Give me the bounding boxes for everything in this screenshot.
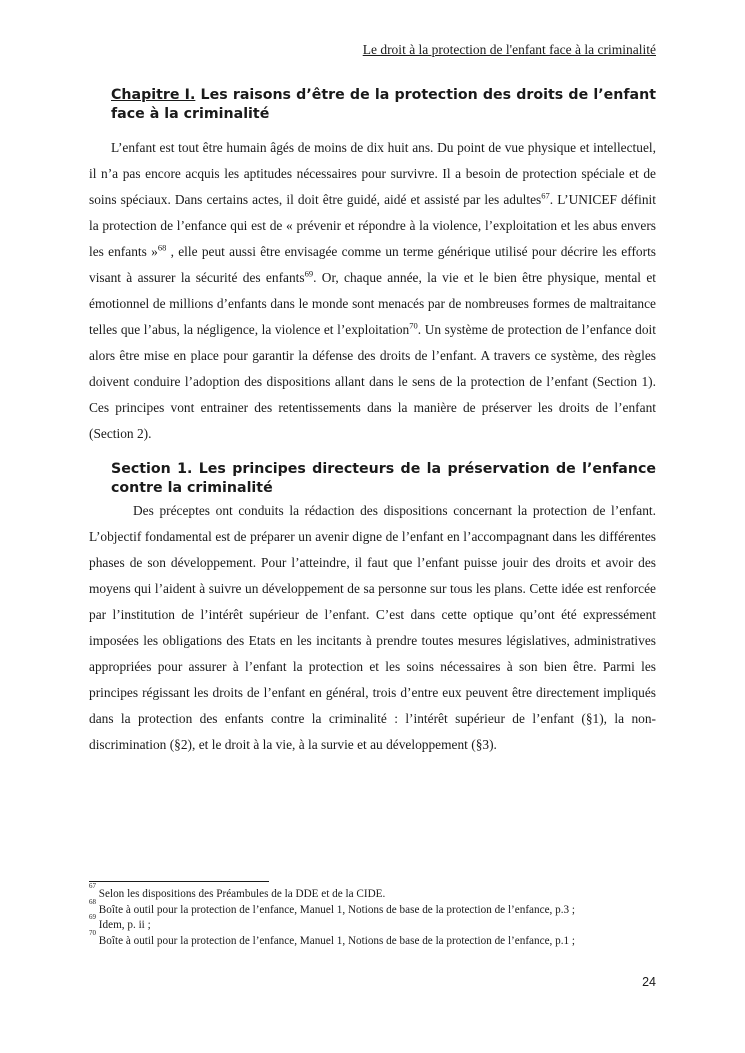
footnote-text: Boîte à outil pour la protection de l’enfance, Manuel 1, Notions de base de la protection de l’enfance, p.3 ;	[96, 903, 576, 916]
section-heading: Section 1. Les principes directeurs de la préservation de l’enfance contre la criminalité	[111, 461, 656, 496]
chapter-heading	[89, 86, 656, 124]
footnote-69	[89, 913, 689, 934]
footnote-number: 70	[89, 928, 96, 937]
footnote-68	[89, 897, 689, 919]
text-run: . L’UNICEF définit la protection de l’enfance qui est de « prévenir et répondre à la violence, l’exploitation et les abus envers les enfants »	[89, 192, 656, 259]
footnote-ref-68[interactable]: 68	[157, 242, 167, 253]
chapter-number: Chapitre I.	[111, 87, 196, 103]
footnote-number: 69	[89, 913, 96, 921]
main-content	[89, 86, 656, 758]
footnotes	[89, 882, 689, 949]
footnote-text: Selon les dispositions des Préambules de la DDE et de la CIDE.	[96, 888, 386, 900]
footnote-ref-70[interactable]: 70	[409, 320, 418, 331]
page-number: 24	[642, 975, 656, 989]
footnote-70	[89, 928, 689, 950]
chapter-title: Les raisons d’être de la protection des droits de l’enfant face à la criminalité	[111, 87, 656, 122]
text-run: L’enfant est tout être humain âgés de moins de dix huit ans. Du point de vue physique et intellectuel, il n’a pas encore acquis les aptitudes nécessaires pour survivre. Il a besoin de protection spéciale et de soins spéciaux. Dans certains actes, il doit être guidé, aidé et assisté par les adultes	[89, 140, 656, 207]
section-paragraph: Des préceptes ont conduits la rédaction des dispositions concernant la protection de l’enfant. L’objectif fondamental est de préparer un avenir digne de l’enfant en l’accompagnant dans les différentes phases de son développement. Pour l’atteindre, il faut que l’enfant puisse jouir des droits et avoir des moyens qui l’aident à suivre un développement de sa personne sur tous les plans. Cette idée est renforcée par l’institution de l’intérêt supérieur de l’enfant. C’est dans cette optique qu’ont été expressément imposées les obligations des Etats en les incitants à prendre toutes mesures législatives, administratives appropriées pour assurer à l’enfant la protection et les soins nécessaires à son bien être. Parmi les principes régissant les droits de l’enfant en général, trois d’entre eux peuvent être directement impliqués dans la protection des enfants contre la criminalité : l’intérêt supérieur de l’enfant (§1), la non-discrimination (§2), et le droit à la vie, à la survie et au développement (§3).	[89, 503, 656, 752]
footnote-number: 67	[89, 882, 96, 890]
intro-paragraph	[89, 135, 656, 447]
footnote-67	[89, 882, 689, 903]
footnote-text: Idem, p. ii ;	[96, 919, 151, 931]
footnote-ref-69[interactable]: 69	[304, 268, 314, 279]
text-run: , elle peut aussi être envisagée comme un terme générique utilisé pour décrire les efforts visant à assurer la sécurité des enfants	[89, 244, 657, 285]
footnote-text: Boîte à outil pour la protection de l’enfance, Manuel 1, Notions de base de la protection de l’enfance, p.1 ;	[96, 934, 576, 947]
footnote-ref-67[interactable]: 67	[541, 190, 550, 201]
text-run: . Or, chaque année, la vie et le bien être physique, mental et émotionnel de millions d’enfants dans le monde sont menacés par de nombreuses formes de maltraitance telles que l’abus, la négligence, la violence et l’exploitation	[89, 270, 657, 337]
footnote-number: 68	[89, 897, 96, 906]
footnote-separator	[89, 881, 269, 882]
running-header: Le droit à la protection de l'enfant face à la criminalité	[362, 42, 656, 57]
text-run: . Un système de protection de l’enfance doit alors être mise en place pour garantir la défense des droits de l’enfant. A travers ce système, des règles doivent conduire l’adoption des dispositions allant dans le sens de la protection de l’enfant (Section 1). Ces principes vont entrainer des retentissements dans la manière de préserver les droits de l’enfant (Section 2).	[89, 322, 656, 441]
